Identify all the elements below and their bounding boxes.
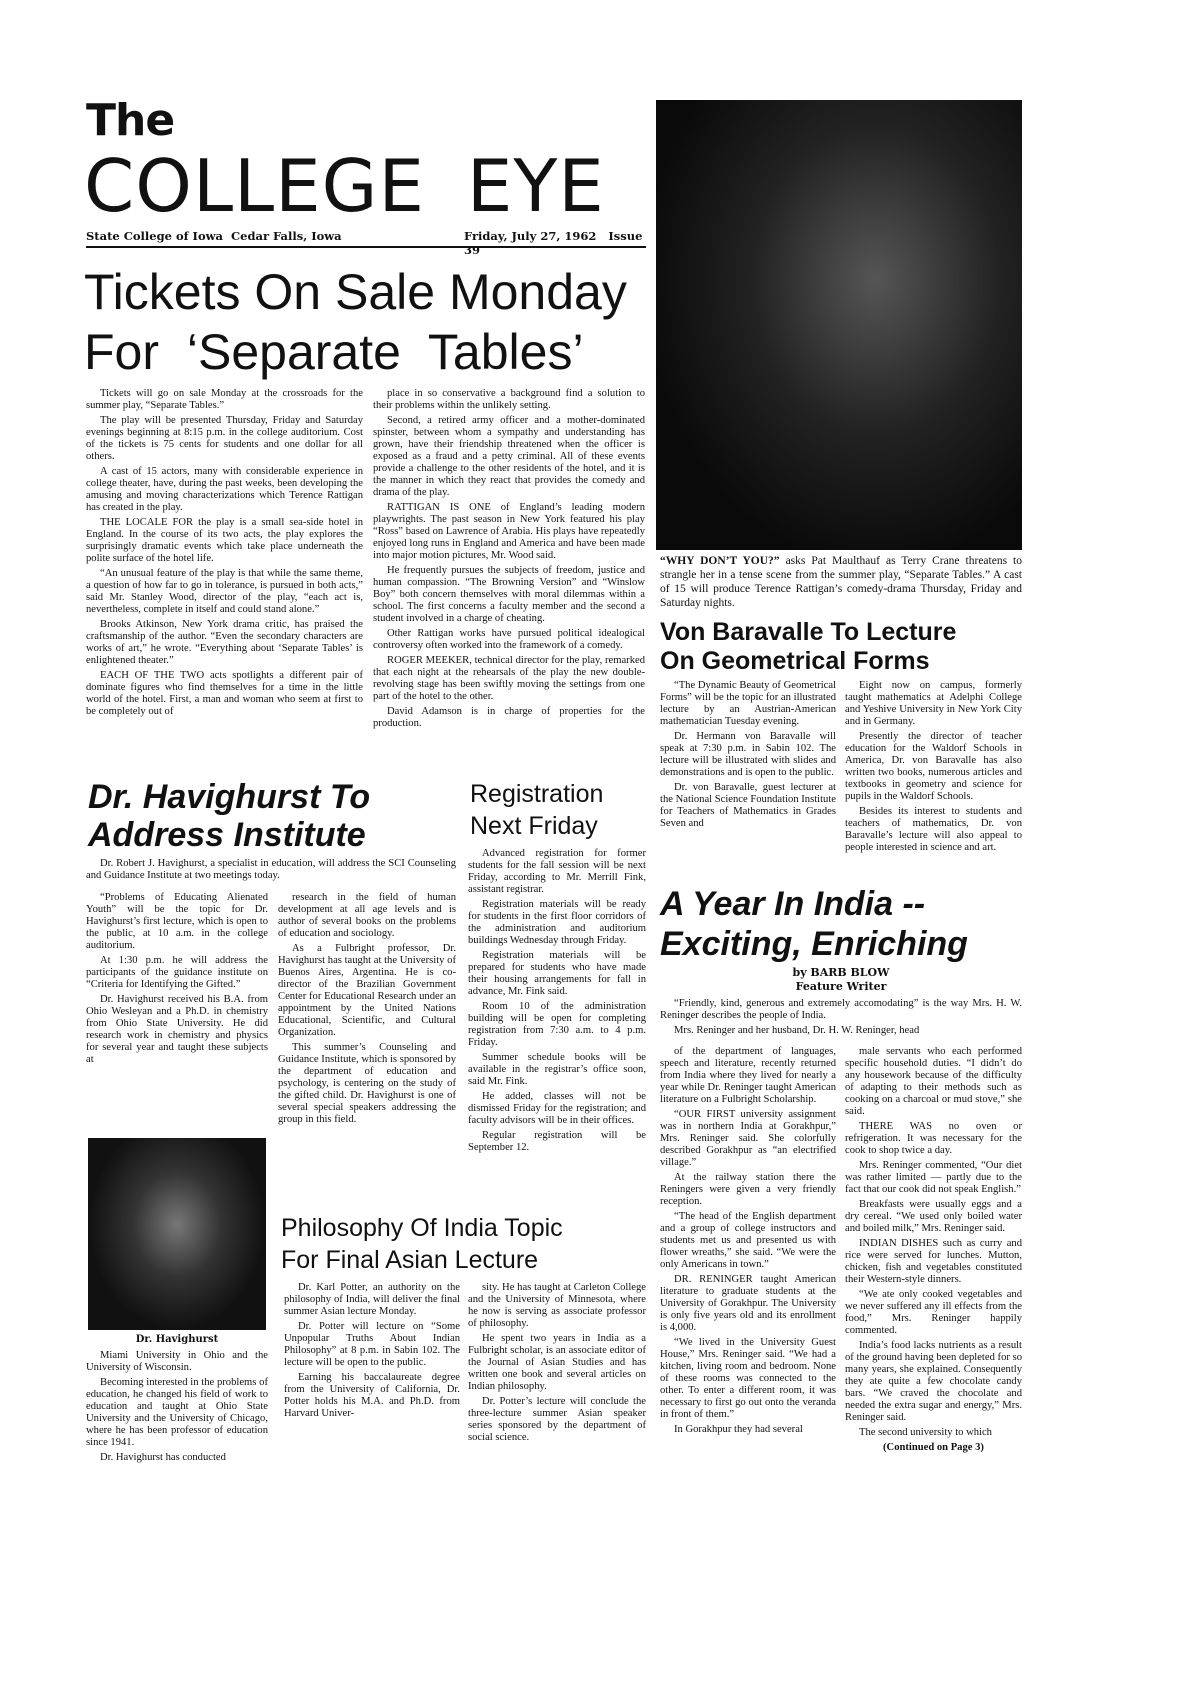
paragraph: He added, classes will not be dismissed Friday for the registration; and faculty advisors will be in their offices.: [468, 1091, 646, 1126]
paragraph: Room 10 of the administration building will be open for completing registration from 7:30 a.m. to 4 p.m. Friday.: [468, 1001, 646, 1048]
paragraph: Registration materials will be ready for students in the first floor corridors of the administration and auditorium buildings Wednesday through Friday.: [468, 899, 646, 946]
paragraph: This summer’s Counseling and Guidance Institute, which is sponsored by the department of education and psychology, is centering on the study of the gifted child. Dr. Havighurst is one of several special speakers addressing the group in this field.: [278, 1042, 456, 1125]
india-byline: [660, 966, 1022, 994]
continued-note: (Continued on Page 3): [883, 1442, 984, 1453]
paragraph: Presently the director of teacher education for the Waldorf Schools in America, Dr. von Baravalle has also written two books, numerous articles and textbooks in geometry and science for pupils in the Waldorf Schools.: [845, 731, 1022, 802]
paragraph: EACH OF THE TWO acts spotlights a different pair of dominate figures who find themselves for a time in the little world of the hotel. First, a man and woman who seem at first to be completely out of: [86, 670, 363, 717]
school-name: State College of Iowa: [86, 229, 223, 243]
paragraph: Earning his baccalaureate degree from the University of California, Dr. Potter holds his M.A. and Ph.D. from Harvard Univer-: [284, 1372, 460, 1419]
lead-col1: [86, 388, 363, 721]
issue-date: Friday, July 27, 1962: [464, 229, 597, 243]
photo-caption: [660, 554, 1022, 610]
paragraph: Dr. Karl Potter, an authority on the philosophy of India, will deliver the final summer Asian lecture Monday.: [284, 1282, 460, 1317]
paragraph: THE LOCALE FOR the play is a small sea-side hotel in England. In the course of its two acts, the play explores the surprisingly dramatic events which take place underneath the polite surface of the hotel life.: [86, 517, 363, 564]
baravalle-col2: [845, 680, 1022, 857]
paragraph: At 1:30 p.m. he will address the participants of the guidance institute on “Criteria for Identifying the Gifted.”: [86, 955, 268, 990]
philosophy-col2: [468, 1282, 646, 1447]
paragraph: Dr. Havighurst received his B.A. from Ohio Wesleyan and a Ph.D. in chemistry from Ohio State University. He did research work in chemistry and physics for several year and taught these subjects at: [86, 994, 268, 1065]
byline-role: Feature Writer: [795, 980, 887, 993]
registration-headline: [470, 778, 603, 842]
caption-lead: “WHY DON’T YOU?”: [660, 555, 780, 567]
india-intro: [660, 998, 1022, 1040]
india-headline: [660, 884, 968, 964]
paragraph: Summer schedule books will be available in the registrar’s office soon, said Mr. Fink.: [468, 1052, 646, 1087]
havighurst-col1b: [86, 1350, 268, 1467]
paragraph: Dr. Potter will lecture on “Some Unpopular Truths About Indian Philosophy” at 8 p.m. in Sabin 102. The lecture will be open to the public.: [284, 1321, 460, 1368]
paragraph: Mrs. Reninger commented, “Our diet was rather limited — partly due to the fact that our cook did not speak English.”: [845, 1160, 1022, 1195]
paragraph: Becoming interested in the problems of education, he changed his field of work to education and taught at Ohio State University and the University of Chicago, where he has been professor of education since 1941.: [86, 1377, 268, 1448]
havighurst-headline-line1: Dr. Havighurst To: [88, 778, 371, 816]
baravalle-col1: [660, 680, 836, 833]
paragraph: Besides its interest to students and teachers of mathematics, Dr. von Baravalle’s lecture will also appeal to people interested in science and art.: [845, 806, 1022, 853]
baravalle-headline-line1: Von Baravalle To Lecture: [660, 618, 957, 646]
philosophy-headline-line1: Philosophy Of India Topic: [281, 1214, 563, 1242]
havighurst-col2: [278, 892, 456, 1129]
paragraph: THERE WAS no oven or refrigeration. It was necessary for the cook to shop twice a day.: [845, 1121, 1022, 1156]
paragraph: male servants who each performed specific household duties. “I didn’t do any housework because of the difficulty of adapting to their methods such as cooking on a charcoal or mud stove,” she said.: [845, 1046, 1022, 1117]
havighurst-photo-caption: Dr. Havighurst: [135, 1334, 219, 1345]
paragraph: “We ate only cooked vegetables and we never suffered any ill effects from the food,” Mrs. Reninger happily commented.: [845, 1289, 1022, 1336]
paragraph: Miami University in Ohio and the University of Wisconsin.: [86, 1350, 268, 1373]
paragraph: He frequently pursues the subjects of freedom, justice and human compassion. “The Browning Version” and “Winslow Boy” both concern themselves with moral dilemmas within a school. The first concerns a faculty member and the second a student involved in a charge of cheating.: [373, 565, 645, 624]
caption-text: asks Pat Maulthauf as Terry Crane threatens to strangle her in a tense scene from the summer play, “Separate Tables.” A cast of 15 will produce Terence Rattigan’s comedy-drama Thursday, Friday and Saturday nights.: [660, 555, 1022, 609]
india-headline-line2: Exciting, Enriching: [660, 925, 968, 963]
paragraph: Eight now on campus, formerly taught mathematics at Adelphi College and Yeshive University in New York City and in Germany.: [845, 680, 1022, 727]
baravalle-headline-line2: On Geometrical Forms: [660, 647, 930, 675]
paragraph: “The head of the English department and a group of college instructors and students met us and presented us with flower wreaths,” she said. “We were the only Americans in town.”: [660, 1211, 836, 1270]
paragraph: Second, a retired army officer and a mother-dominated spinster, between whom a sympathy and understanding has grown, have their friendship threatened when the officer is exposed as a fraud and a petty criminal. All of these events provide a challenge to the other residents of the hotel, and it is the manner in which they react that provides the comedy and drama of the play.: [373, 415, 645, 498]
play-photo: [656, 100, 1022, 550]
paragraph: Regular registration will be September 12.: [468, 1130, 646, 1153]
india-col2: [845, 1046, 1022, 1439]
philosophy-col1: [284, 1282, 460, 1423]
havighurst-intro: [86, 858, 456, 885]
philosophy-headline-line2: For Final Asian Lecture: [281, 1246, 539, 1274]
paragraph: “The Dynamic Beauty of Geometrical Forms” will be the topic for an illustrated lecture by an Austrian-American mathematician Tuesday evening.: [660, 680, 836, 727]
india-col2-wrap: [845, 1046, 1022, 1454]
lead-headline-line1: Tickets On Sale Monday: [84, 264, 627, 320]
paragraph: The second university to which: [859, 1427, 992, 1438]
paragraph: India’s food lacks nutrients as a result of the ground having been depleted for so many years, she explained. Consequently they ate quite a few chocolate candy bars. “We craved the chocolate and needed the extra sugar and energy,” Mrs. Reninger said.: [845, 1340, 1022, 1423]
havighurst-headline: [88, 778, 370, 854]
baravalle-headline: [660, 618, 956, 676]
paragraph: A cast of 15 actors, many with considerable experience in college theater, have, during the past weeks, been developing the amusing and moving characterizations which Terence Rattigan has created in the play.: [86, 466, 363, 513]
registration-headline-line2: Next Friday: [470, 812, 598, 840]
paragraph: Dr. von Baravalle, guest lecturer at the National Science Foundation Institute for Teachers of Mathematics in Grades Seven and: [660, 782, 836, 829]
paragraph: Tickets will go on sale Monday at the crossroads for the summer play, “Separate Tables.”: [86, 388, 363, 411]
paragraph: The play will be presented Thursday, Friday and Saturday evenings beginning at 8:15 p.m. in the college auditorium. Cost of the tickets is 75 cents for students and one dollar for all others.: [86, 415, 363, 462]
paragraph: INDIAN DISHES such as curry and rice were served for lunches. Mutton, chicken, fish and vegetables constituted their Western-style dinners.: [845, 1238, 1022, 1285]
paragraph: RATTIGAN IS ONE of England’s leading modern playwrights. The past season in New York featured his play “Ross” based on Lawrence of Arabia. His plays have repeatedly enjoyed long runs in England and America and have been made into major motion pictures, Mr. Wood said.: [373, 502, 645, 561]
philosophy-headline: [281, 1212, 563, 1276]
paragraph: ROGER MEEKER, technical director for the play, remarked that each night at the rehearsals of the play the new double-revolving stage has been swiftly moving the settings from one part of the hotel to the other.: [373, 655, 645, 702]
lead-headline-line2: For ‘Separate Tables’: [84, 324, 584, 380]
paragraph: Advanced registration for former students for the fall session will be next Friday, according to Mr. Merrill Fink, assistant registrar.: [468, 848, 646, 895]
havighurst-col1: [86, 892, 268, 1069]
paragraph: “Problems of Educating Alienated Youth” will be the topic for Dr. Havighurst’s first lecture, which is open to the public, at 10 a.m. in the college auditorium.: [86, 892, 268, 951]
paragraph: As a Fulbright professor, Dr. Havighurst has taught at the University of Buenos Aires, Argentina. He is co-director of the Brazilian Government Center for Educational Research under an appointment by the United Nations Educational, Scientific, and Cultural Organization.: [278, 943, 456, 1038]
byline-name: by BARB BLOW: [792, 966, 890, 979]
paragraph: sity. He has taught at Carleton College and the University of Minnesota, where he now is serving as associate professor of philosophy.: [468, 1282, 646, 1329]
paragraph: “OUR FIRST university assignment was in northern India at Gorakhpur,” Mrs. Reninger said. She colorfully described Gorakhpur as “an electrified village.”: [660, 1109, 836, 1168]
masthead-title: COLLEGE EYE: [84, 144, 605, 228]
paragraph: Brooks Atkinson, New York drama critic, has praised the craftsmanship of the author. “Even the secondary characters are works of art,” he wrote. “Everything about ‘Separate Tables’ is enlightened theater.”: [86, 619, 363, 666]
registration-body: [468, 848, 646, 1157]
paragraph: Other Rattigan works have pursued political idealogical controversy often worked into the framework of a comedy.: [373, 628, 645, 651]
paragraph: of the department of languages, speech and literature, recently returned from India where they lived for nearly a year while Dr. Reninger taught American literature on a Fulbright Scholarship.: [660, 1046, 836, 1105]
havighurst-photo: [88, 1138, 266, 1330]
school-city: Cedar Falls, Iowa: [230, 229, 342, 243]
paragraph: Mrs. Reninger and her husband, Dr. H. W. Reninger, head: [674, 1025, 920, 1036]
paragraph: “We lived in the University Guest House,” Mrs. Reninger said. “We had a kitchen, living room and bedroom. None of these rooms was connected to the other. To enter a different room, it was necessary to first go out onto the veranda in front of them.”: [660, 1337, 836, 1420]
lead-headline: [84, 262, 627, 382]
paragraph: DR. RENINGER taught American literature to graduate students at the University of Gorakhpur. The University is only five years old and its enrollment is 4,000.: [660, 1274, 836, 1333]
paragraph: “Friendly, kind, generous and extremely accomodating” is the way Mrs. H. W. Reninger describes the people of India.: [660, 998, 1022, 1021]
paragraph: Dr. Robert J. Havighurst, a specialist in education, will address the SCI Counseling and Guidance Institute at two meetings today.: [86, 858, 456, 881]
paragraph: He spent two years in India as a Fulbright scholar, is an associate editor of the Journal of Asian Studies and has written one book and several articles on Indian philosophy.: [468, 1333, 646, 1392]
paragraph: Dr. Havighurst has conducted: [100, 1452, 226, 1463]
issue-number: Issue 39: [464, 229, 643, 257]
india-col1: [660, 1046, 836, 1439]
havighurst-headline-line2: Address Institute: [88, 816, 366, 854]
paragraph: David Adamson is in charge of properties for the production.: [373, 706, 645, 729]
india-headline-line1: A Year In India --: [660, 885, 926, 923]
masthead-subline: [86, 229, 646, 257]
paragraph: place in so conservative a background find a solution to their problems within the unlikely setting.: [373, 388, 645, 411]
paragraph: Dr. Hermann von Baravalle will speak at 7:30 p.m. in Sabin 102. The lecture will be illustrated with slides and demonstrations and is open to the public.: [660, 731, 836, 778]
paragraph: In Gorakhpur they had several: [674, 1424, 803, 1435]
lead-col2: [373, 388, 645, 733]
registration-headline-line1: Registration: [470, 780, 604, 808]
paragraph: Breakfasts were usually eggs and a dry cereal. “We used only boiled water and boiled milk,” Mrs. Reninger said.: [845, 1199, 1022, 1234]
paragraph: “An unusual feature of the play is that while the same theme, a question of how far to go in tolerance, is pursued in both acts,” said Mr. Stanley Wood, director of the play, “each act is, nevertheless, complete in itself and could stand alone.”: [86, 568, 363, 615]
paragraph: research in the field of human development at all age levels and is author of several books on the problems of education and sociology.: [278, 892, 456, 939]
paragraph: At the railway station there the Reningers were given a very friendly reception.: [660, 1172, 836, 1207]
paragraph: Dr. Potter’s lecture will conclude the three-lecture summer Asian speaker series sponsored by the department of social science.: [468, 1396, 646, 1443]
masthead-the: The: [86, 95, 175, 146]
paragraph: Registration materials will be prepared for students who have made their housing arrangements for fall in advance, Mr. Fink said.: [468, 950, 646, 997]
